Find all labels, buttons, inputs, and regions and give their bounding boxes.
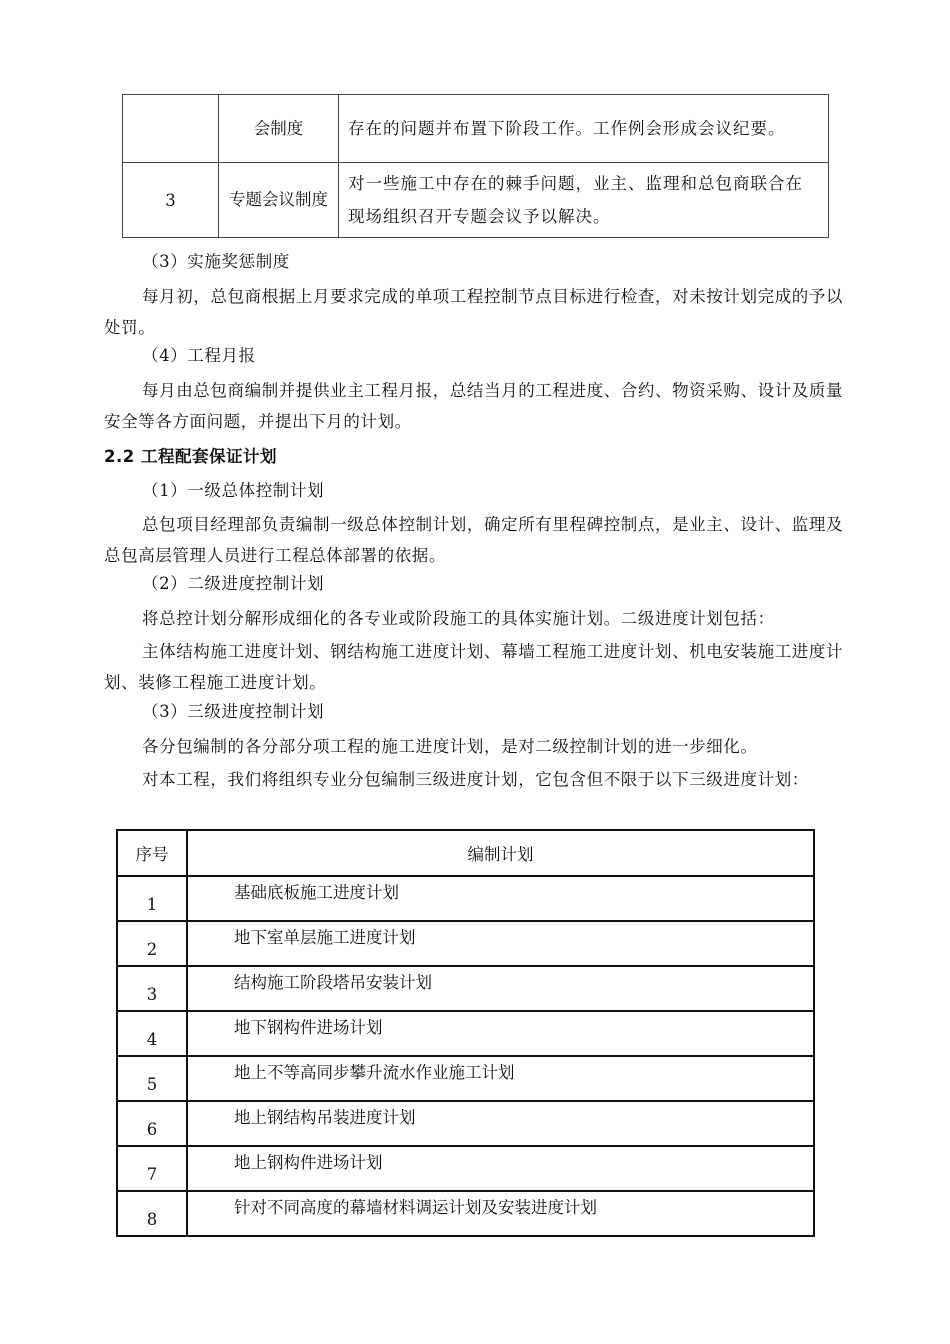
row-number: 1 — [117, 876, 187, 921]
row-plan: 地下钢构件进场计划 — [187, 1011, 814, 1056]
row-plan: 地下室单层施工进度计划 — [187, 921, 814, 966]
table-row — [117, 876, 814, 921]
row-plan: 基础底板施工进度计划 — [187, 876, 814, 921]
row-number-cell: 3 — [123, 163, 219, 238]
row-plan: 地上钢构件进场计划 — [187, 1146, 814, 1191]
system-name-cell: 会制度 — [219, 95, 339, 163]
paragraph-level1-plan: 总包项目经理部负责编制一级总体控制计划，确定所有里程碑控制点，是业主、设计、监理及总包高层管理人员进行工程总体部署的依据。 — [104, 515, 844, 565]
section-heading: 2.2 工程配套保证计划 — [104, 447, 277, 466]
row-number: 6 — [117, 1101, 187, 1146]
table-row — [117, 921, 814, 966]
header-plan: 编制计划 — [187, 830, 814, 876]
row-plan: 针对不同高度的幕墙材料调运计划及安装进度计划 — [187, 1191, 814, 1236]
row-number: 8 — [117, 1191, 187, 1236]
row-plan: 地上钢结构吊装进度计划 — [187, 1101, 814, 1146]
header-number: 序号 — [117, 830, 187, 876]
row-plan: 地上不等高同步攀升流水作业施工计划 — [187, 1056, 814, 1101]
table-row — [117, 1056, 814, 1101]
table-row — [123, 163, 829, 238]
meeting-system-table — [122, 94, 829, 238]
table-row — [117, 1011, 814, 1056]
subheading-level1-plan: （1）一级总体控制计划 — [142, 481, 325, 500]
row-number: 3 — [117, 966, 187, 1011]
table-row — [117, 1101, 814, 1146]
system-name-cell: 专题会议制度 — [219, 163, 339, 238]
row-number: 5 — [117, 1056, 187, 1101]
row-plan: 结构施工阶段塔吊安装计划 — [187, 966, 814, 1011]
table-row — [117, 1191, 814, 1236]
table-row — [117, 1146, 814, 1191]
system-desc-cell: 存在的问题并布置下阶段工作。工作例会形成会议纪要。 — [339, 95, 829, 163]
paragraph-level2-list: 主体结构施工进度计划、钢结构施工进度计划、幕墙工程施工进度计划、机电安装施工进度计划、装修工程施工进度计划。 — [104, 642, 844, 692]
paragraph-monthly-report: 每月由总包商编制并提供业主工程月报，总结当月的工程进度、合约、物资采购、设计及质量安全等各方面问题，并提出下月的计划。 — [104, 381, 844, 431]
system-desc-cell: 对一些施工中存在的棘手问题，业主、监理和总包商联合在现场组织召开专题会议予以解决。 — [339, 163, 829, 238]
subheading-monthly-report: （4）工程月报 — [142, 346, 256, 365]
table-header-row — [117, 830, 814, 876]
table-row — [117, 966, 814, 1011]
table-row — [123, 95, 829, 163]
subheading-level3-plan: （3）三级进度控制计划 — [142, 702, 325, 721]
subheading-level2-plan: （2）二级进度控制计划 — [142, 574, 325, 593]
row-number: 7 — [117, 1146, 187, 1191]
subheading-reward-penalty: （3）实施奖惩制度 — [142, 252, 290, 271]
row-number: 2 — [117, 921, 187, 966]
paragraph-level3-plan: 各分包编制的各分部分项工程的施工进度计划，是对二级控制计划的进一步细化。 — [142, 737, 758, 756]
paragraph-reward-penalty: 每月初，总包商根据上月要求完成的单项工程控制节点目标进行检查，对未按计划完成的予以处罚。 — [104, 287, 844, 337]
paragraph-level3-intro: 对本工程，我们将组织专业分包编制三级进度计划，它包含但不限于以下三级进度计划： — [142, 770, 809, 789]
row-number-cell — [123, 95, 219, 163]
paragraph-level2-plan: 将总控计划分解形成细化的各专业或阶段施工的具体实施计划。二级进度计划包括： — [142, 609, 775, 628]
level3-plan-table — [116, 829, 815, 1237]
row-number: 4 — [117, 1011, 187, 1056]
